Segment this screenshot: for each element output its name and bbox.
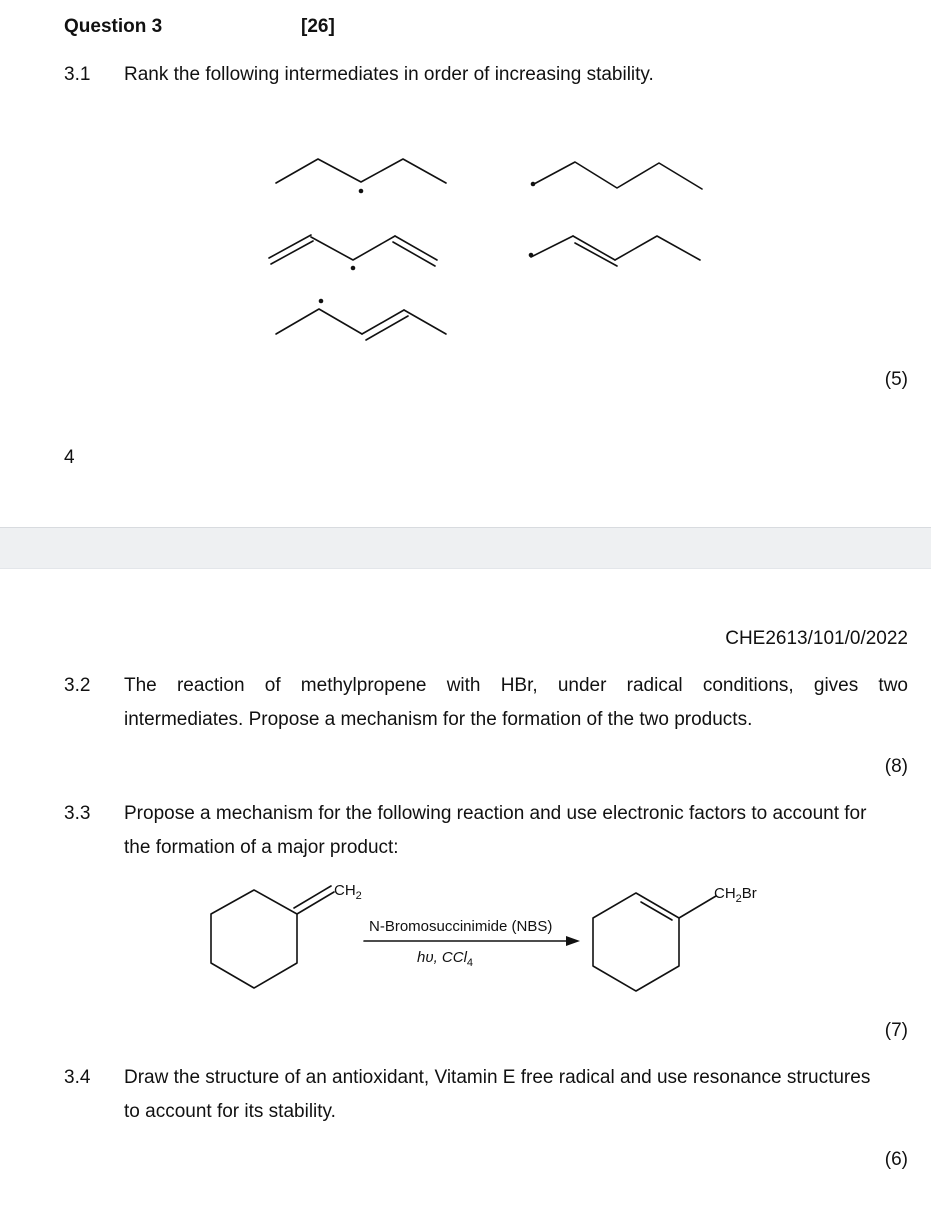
q33-text-line1: Propose a mechanism for the following reaction and use electronic factors to account for [124,803,867,824]
question-title: Question 3 [64,16,163,37]
q32-text-line1: The reaction of methylpropene with HBr, under radical conditions, gives two [124,675,908,696]
q34-text-line2: to account for its stability. [124,1101,336,1122]
radical-dot-5 [319,299,324,304]
reagent-label: N-Bromosuccinimide (NBS) [369,918,553,935]
reactant-ch2-label: $CH_2$ [334,882,362,902]
radical-dot-2 [531,182,536,187]
q31-text: Rank the following intermediates in order of increasing stability. [124,64,654,85]
q33-text-line2: the formation of a major product: [124,837,399,858]
question-total-marks: [26] [301,16,335,37]
radical-dot-4 [529,253,534,258]
q31-marks: (5) [884,369,908,390]
radical-dot-3 [351,266,356,271]
reactant-methylenecyclohexane [211,886,334,988]
radical-structure-1 [276,159,446,183]
q34-text-line1: Draw the structure of an antioxidant, Vitamin E free radical and use resonance structures [124,1067,871,1088]
q31-number: 3.1 [64,64,91,85]
q32-marks: (8) [884,756,908,777]
conditions-label: hυ, CCl$_4$ [417,949,474,969]
radical-dot-1 [359,189,364,194]
course-code-header: CHE2613/101/0/2022 [725,628,908,649]
q32-number: 3.2 [64,675,91,696]
reaction-arrowhead [566,936,580,946]
product-bromomethylcyclohexene [593,893,716,991]
q34-number: 3.4 [64,1067,91,1088]
radical-structure-5 [276,309,446,340]
q33-number: 3.3 [64,803,91,824]
radical-structure-3 [269,235,437,266]
q34-marks: (6) [884,1149,908,1170]
page-number: 4 [64,447,75,468]
radical-structure-2 [534,162,702,189]
product-ch2br-label: $CH_2Br$ [714,885,757,905]
radical-structure-4 [531,236,700,266]
q32-text-line2: intermediates. Propose a mechanism for the formation of the two products. [124,709,753,730]
q33-marks: (7) [884,1020,908,1041]
